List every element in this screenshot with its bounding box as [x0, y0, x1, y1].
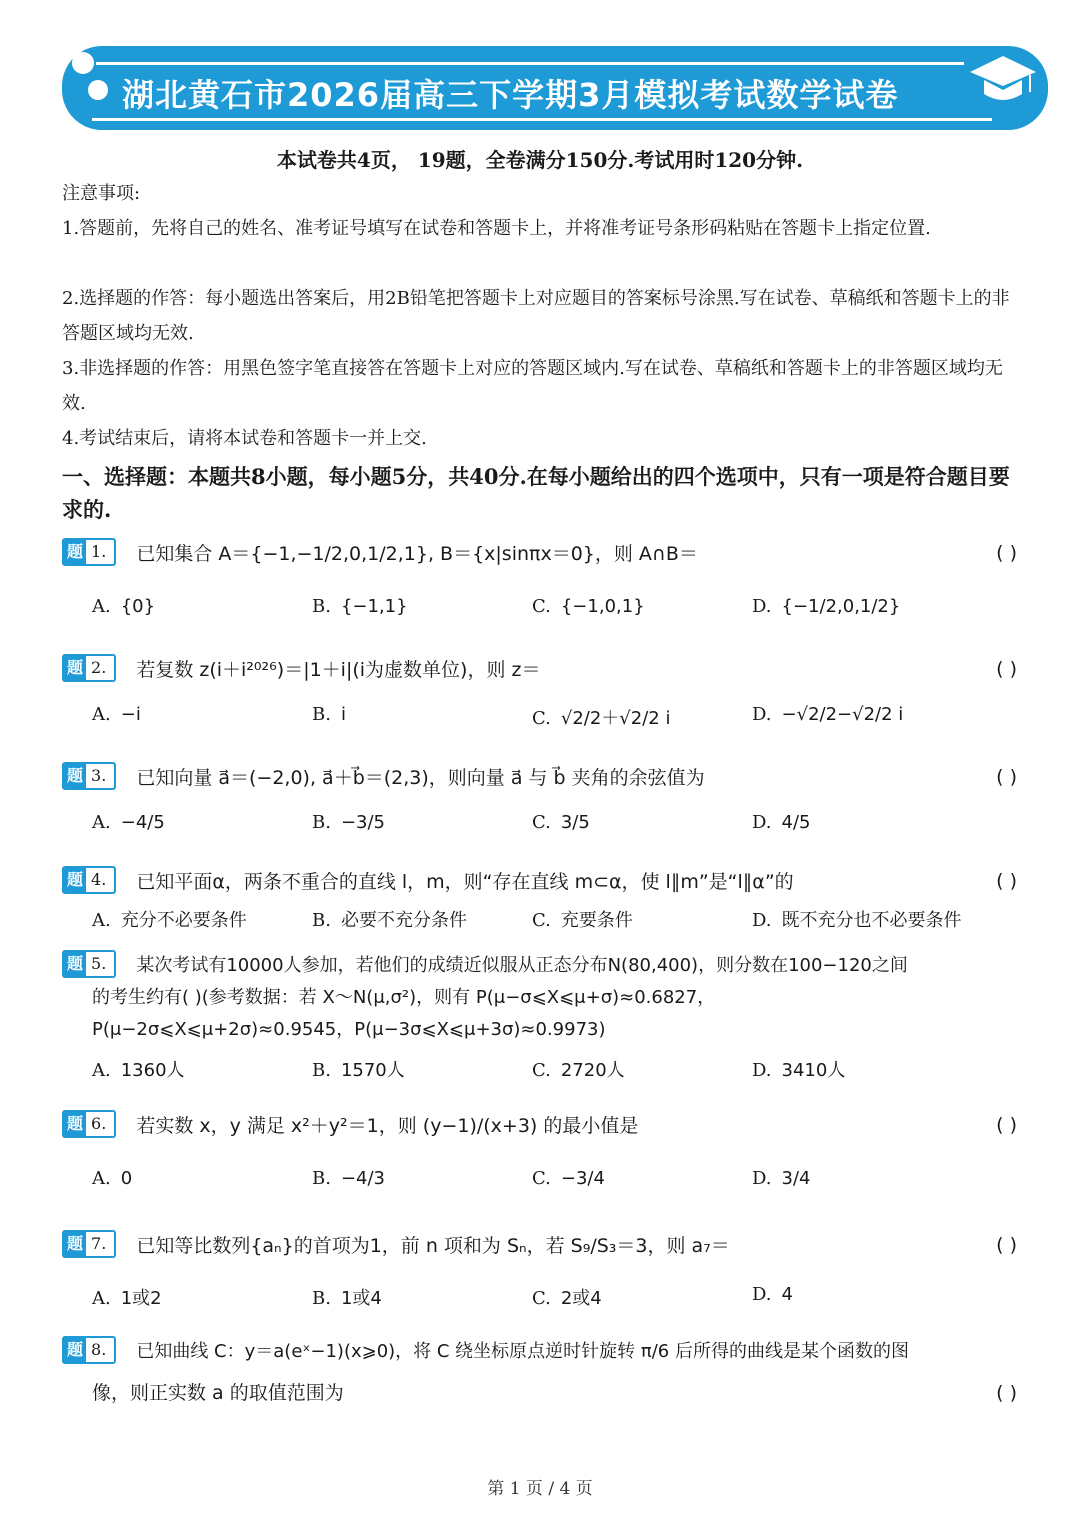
option-d: {−1/2,0,1/2}: [781, 596, 901, 617]
question-text: 若复数 z(i＋i²⁰²⁶)＝|1＋i|(i为虚数单位)，则 z＝: [136, 658, 541, 681]
question-badge: 题 6.: [62, 1110, 116, 1138]
question-badge: 题 7.: [62, 1230, 116, 1258]
banner-dot-decoration: [88, 80, 108, 100]
notice-heading: 注意事项:: [62, 183, 141, 204]
option-c: 2720人: [560, 1060, 625, 1081]
question-text-continued: 的考生约有( )(参考数据：若 X～N(μ,σ²)，则有 P(μ−σ⩽X⩽μ+σ)≈0.6827，: [92, 987, 716, 1008]
question-text: 某次考试有10000人参加，若他们的成绩近似服从正态分布N(80,400)，则分数在100−120之间: [136, 955, 908, 976]
section-heading: 一、选择题：本题共8小题，每小题5分，共40分.在每小题给出的四个选项中，只有一项是符合题目要求的.: [62, 464, 1010, 522]
question-text-continued: P(μ−2σ⩽X⩽μ+2σ)≈0.9545，P(μ−3σ⩽X⩽μ+3σ)≈0.9973): [92, 1019, 606, 1040]
answer-bracket: ( ): [996, 766, 1017, 788]
answer-bracket: ( ): [996, 1234, 1017, 1256]
page-footer: 第 1 页 / 4 页: [487, 1479, 593, 1499]
option-a: −i: [120, 704, 141, 725]
question-text: 若实数 x，y 满足 x²＋y²＝1，则 (y−1)/(x+3) 的最小值是: [136, 1114, 639, 1137]
option-c: 充要条件: [560, 910, 633, 931]
answer-bracket: ( ): [996, 542, 1017, 564]
option-b: {−1,1}: [340, 596, 408, 617]
option-c: {−1,0,1}: [560, 596, 645, 617]
question-text-continued: 像，则正实数 a 的取值范围为: [92, 1382, 344, 1404]
question-badge: 题 3.: [62, 762, 116, 790]
question-text: 已知平面α，两条不重合的直线 l，m，则“存在直线 m⊂α，使 l∥m”是“l∥α”的: [136, 870, 794, 893]
option-d: 4/5: [781, 812, 811, 833]
option-b: 1或4: [340, 1288, 382, 1309]
option-d: 3/4: [781, 1168, 811, 1189]
option-b: 1570人: [340, 1060, 405, 1081]
option-b: i: [340, 704, 346, 725]
option-b: −3/5: [340, 812, 386, 833]
option-c: −3/4: [560, 1168, 605, 1189]
title-banner: [62, 46, 1048, 130]
answer-bracket: ( ): [996, 870, 1017, 892]
option-a: 充分不必要条件: [120, 910, 247, 931]
question-badge: 题 2.: [62, 654, 116, 682]
banner-line-decoration: [96, 62, 964, 65]
question-badge: 题 8.: [62, 1336, 116, 1364]
question-2: [62, 654, 1017, 686]
option-d: 4: [781, 1284, 793, 1305]
notice-item: 4.考试结束后，请将本试卷和答题卡一并上交.: [62, 428, 427, 449]
option-a: {0}: [120, 596, 156, 617]
option-c: 3/5: [560, 812, 590, 833]
answer-bracket: ( ): [996, 658, 1017, 680]
option-d: 3410人: [781, 1060, 846, 1081]
question-badge: 题 4.: [62, 866, 116, 894]
question-text: 已知集合 A＝{−1,−1/2,0,1/2,1}, B＝{x|sinπx＝0}，则 A∩B＝: [136, 542, 698, 565]
notice-item: 2.选择题的作答：每小题选出答案后，用2B铅笔把答题卡上对应题目的答案标号涂黑.写在试卷、草稿纸和答题卡上的非答题区域均无效.: [62, 288, 1010, 344]
option-b: −4/3: [340, 1168, 386, 1189]
question-4: [62, 866, 1017, 898]
option-a: 0: [120, 1168, 133, 1189]
option-c: 2或4: [560, 1288, 602, 1309]
option-a: 1或2: [120, 1288, 162, 1309]
question-text: 已知向量 a⃗＝(−2,0), a⃗＋b⃗＝(2,3)，则向量 a⃗ 与 b⃗ 夹角的余弦值为: [136, 766, 705, 789]
question-badge: 题 5.: [62, 950, 116, 978]
question-6: [62, 1110, 1017, 1142]
exam-subtitle: 本试卷共4页， 19题，全卷满分150分.考试用时120分钟.: [276, 148, 804, 172]
page-title: 湖北黄石市2026届高三下学期3月模拟考试数学试卷: [122, 76, 899, 114]
notice-item: 3.非选择题的作答：用黑色签字笔直接答在答题卡上对应的答题区域内.写在试卷、草稿纸和答题卡上的非答题区域均无效.: [62, 358, 1003, 414]
question-7: [62, 1230, 1017, 1262]
banner-line-decoration: [92, 118, 992, 121]
banner-dot-decoration: [72, 52, 94, 74]
option-d: −√2/2−√2/2 i: [781, 704, 904, 725]
option-a: 1360人: [120, 1060, 185, 1081]
option-c: √2/2＋√2/2 i: [560, 708, 671, 729]
notice-item: 1.答题前，先将自己的姓名、准考证号填写在试卷和答题卡上，并将准考证号条形码粘贴在答题卡上指定位置.: [62, 218, 931, 239]
question-text: 已知曲线 C：y＝a(eˣ−1)(x⩾0)，将 C 绕坐标原点逆时针旋转 π/6 后所得的曲线是某个函数的图: [136, 1341, 909, 1362]
question-8: [62, 1336, 1017, 1368]
question-text: 已知等比数列{aₙ}的首项为1，前 n 项和为 Sₙ，若 S₉/S₃＝3，则 a₇＝: [136, 1234, 730, 1257]
question-8-continued: [62, 1378, 1017, 1410]
question-badge: 题 1.: [62, 538, 116, 566]
graduation-cap-icon: [968, 50, 1038, 110]
option-b: 必要不充分条件: [340, 910, 467, 931]
answer-bracket: ( ): [996, 1114, 1017, 1136]
option-a: −4/5: [120, 812, 165, 833]
option-d: 既不充分也不必要条件: [781, 910, 962, 931]
answer-bracket: ( ): [996, 1382, 1017, 1404]
question-1: [62, 538, 1017, 570]
question-5: [62, 950, 1017, 982]
question-3: [62, 762, 1017, 794]
